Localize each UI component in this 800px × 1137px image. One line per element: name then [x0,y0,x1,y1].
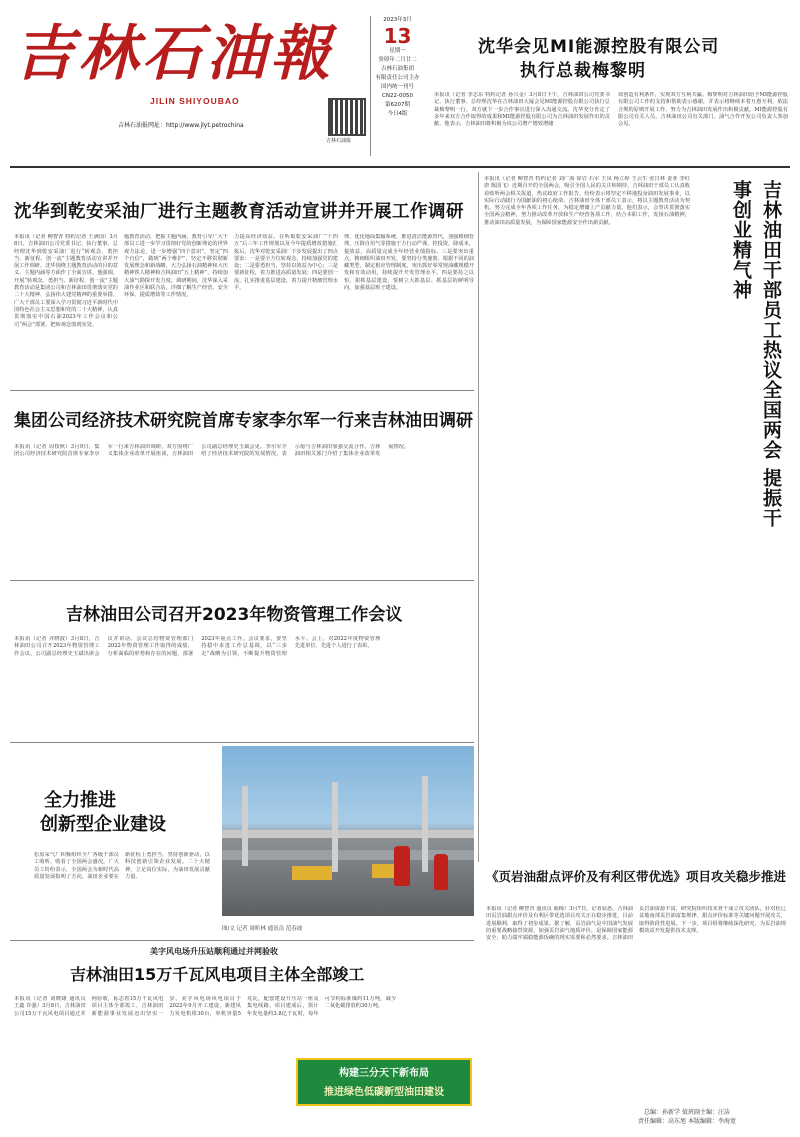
slogan-banner [296,1058,472,1106]
banner-line-2: 推进绿色低碳新型油田建设 [324,1087,444,1098]
page-count: 今日4版 [387,111,408,117]
distribution-label: 国内统一刊号 [380,84,414,90]
story5-headline: 《页岩油甜点评价及有利区带优选》项目攻关稳步推进 [486,869,787,884]
issue-number: 第6207期 [385,102,410,108]
divider [10,940,474,941]
story6-kicker: 美字风电场升压站顺利通过并网验收 [150,947,278,956]
story3-body: 本报讯（记者 齐晓波）3月8日，吉林油田公司召开2023年物资管理工作会议。公司副总经理史玉斌出席会议并讲话。会议总结物资管理部门2022年物资管理工作取得的成绩，分析面临的形势和存在的问题，部署2023年重点工作。会议要求，要坚持稳中求进工作总基调，以“三步走”战略为引领，不断提升物资管理水平。会上，对2022年度物资管理先进单位、先进个人进行了表彰。 [14,636,381,657]
story6-headline: 吉林油田15万千瓦风电项目主体全部竣工 [70,965,365,984]
story5-body: 本报讯（记者 柳智青 通讯员 曲梅）3月7日，记者获悉，吉林油田页岩油甜点评价及有利区带优选项目攻关正在稳步推进，目前进展顺利，取得了初步成果。据了解，页岩油气是中国油气发展的重要战略接替资源，加强页岩油气地质评价，是保障国家能源安全，助力端牢端稳能源饭碗的现实需要和必然要求。吉林油田页岩油资源丰富，研究院组织技术骨干成立攻关团队，针对松辽盆地南部页岩油富集规律、甜点评价标准等关键问题开展攻关，取得阶段性进展。下一步，项目组将继续深化研究，为页岩油规模效益开发提供技术支撑。 [486,906,786,942]
story4-headline-1: 全力推进 [44,790,116,811]
date-lunar: 癸卯年二月廿二 [378,57,417,63]
story4-body: 松原采气厂积极组织全厂各级干部员工收听、收看了全国两会盛况。广大员工纷纷表示，全国两会为新时代高质量发展指明了方向，油田企业要在新征程上勇担当，坚持创新驱动，以科技创新引领企业发展。二十大精神，立足岗位实际，为油田发展贡献力量。 [34,852,210,880]
divider [10,166,790,168]
masthead-title: 吉林石油報 [14,19,334,89]
publisher: 吉林石油集团 [380,66,414,72]
top-story-body-left: 本报讯（记者 李志东 特约记者 孙兴金）3月8日下午，吉林油田公司党委书记、执行董事、总经理沈华在吉林油田大厦会见MI能源控股有限公司执行总裁梅黎明一行，双方就下一步合作事宜进行深入沟通交流。沈华充分肯定了多年来双方合作取得的成果和MI能源控股有限公司为吉林油田发展作出的贡献，他表示，吉林油田将积极为该公司增产增效增储 [434,92,610,128]
top-headline-2: 执行总裁梅黎明 [520,61,646,81]
story1-body-b: 题教育活动，把握主题内涵，教育引导广大干部员工进一步学习贯彻好党的创新理论的世界观方法论，进一步增强“四个意识”，坚定“四个自信”，做到“两个维护”，坚定不移贯彻新发展理念和新战略，大力弘扬石油精神和大庆精神铁人精神和吉林油田“五上精神”，持续加大油气勘探开发力度。调研期间，沈华深入采油作业区和联合站，详细了解生产经营、安全环保、提质增效等工作情况。 [124,234,228,299]
footer-editors [592,1108,782,1126]
divider [10,390,474,391]
date-box [370,16,424,156]
masthead-pinyin: JILIN SHIYOUBAO [150,96,240,106]
story1-body-c: 力提高经济效益。在听取乾安采油厂“十四五”后三年工作规划以及今年提质增效措施汇报后，沈华对乾安采油厂下步发展提出了四点要求：一是要全方位转观念，持续加强党的建设；二是要勇担当，坚持以效益为中心；三是要新征程，着力推进高质量发展；四是要创一流，扎实推进基层建设，着力提升精细管理水平。 [234,234,338,292]
worker-figure [394,846,410,886]
publisher-2: 有限责任公司主办 [375,75,420,81]
story3-headline: 吉林油田公司召开2023年物资管理工作会议 [66,605,403,625]
divider [10,580,474,581]
divider [478,172,479,862]
pipeline-photo [222,746,474,916]
story6-body: 本报讯（记者 刘晓雄 通讯员 王鑫 许强）3月8日，吉林油田公司15万千瓦风电项目通过并网验收，标志着15万千瓦风电项目主体全部竣工，吉林油田新能源事业发展迈出坚实一步。美字风电场风电项目于2022年9月开工建设，新建风力发电机组30台，单机容量5兆瓦，配套建设升压站一座及集电线路。项目建成后，预计年发电量约3.8亿千瓦时，每年可节约标准煤约11万吨，减少二氧化碳排放约30万吨。 [14,996,397,1017]
date-year-month: 2023年3月 [383,17,412,23]
website-label: 吉林石油报网址：http://www.jlyt.petrochina [118,122,244,129]
top-headline-1: 沈华会见MI能源控股有限公司 [478,37,720,57]
footer-line-2: 责任编辑：高东旭 本版编辑：李海宽 [638,1118,736,1125]
date-day: 13 [383,24,412,48]
worker-figure [434,854,448,890]
qr-code [330,100,364,134]
side-story-body: 本报讯（记者 柳智青 特约记者 刘广海 徐岩 石军 王凤 杨立婷 王云生 张日林 姜亚 李红 唐 陈国飞）近期召开的全国两会，吸引全国人民的关注和期待。吉林油田干部员工认真收看收听两会相关报道，热议政府工作报告，纷纷表示将坚定不移地投身油田发展事业，以实际行动践行为国献油的初心使命。吉林油田全体干部员工表示，将以主题教育活动为契机，努力完成全年各项工作任务，为稳定增储上产贡献力量。他们表示，会坚决贯彻落实全国两会精神，努力推动改革开放和生产经营各项工作，结合本职工作，发扬石油精神，推动油田高质量发展，为保障国家能源安全作出新贡献。 [484,176,690,226]
footer-line-1: 总编：孙新学 值班副主编：汪洁 [644,1109,730,1116]
banner-line-1: 构建三分天下新布局 [339,1068,429,1079]
divider [10,742,474,743]
story2-headline: 集团公司经济技术研究院首席专家李尔军一行来吉林油田调研 [14,411,473,431]
story2-body: 本报讯（记者 周枝秋）3月9日，集团公司经济技术研究院首席专家李尔军一行来吉林油田调研，双方围绕广义集体企业改革开展座谈，吉林油田公司副总经理史玉斌会见。李尔军介绍了经济技术研究院的发展情况，表示愿与吉林油田加强交流合作。吉林油田相关部门介绍了集体企业改革发展情况。 [14,444,410,458]
story4-caption: 图/文 记者 周昕林 通讯员 范春波 [222,926,303,932]
top-story-body-right: 效创造有利条件，实现双方互利共赢。梅黎明对吉林油田给予MI能源控股有限公司工作的支持和帮助表示感谢，并表示将继续本着互惠互利、依法合规的原则开展工作，努力为吉林油田发展作出积极贡献。MI能源控股有限公司有关人员，吉林油田公司有关部门、油气合作开发公司负责人参加会见。 [618,92,788,128]
story1-body-a: 本报讯（记者 柳智青 特约记者 王满国）3月8日，吉林油田公司党委书记、执行董事、总经理沈华到乾安采油厂进行“转观念、勇担当、新征程、创一流”主题教育活动宣讲并开展工作调研。沈华围绕主题教育活动的目的意义、主题内涵等方面作了全面宣讲。他强调，开展“转观念、勇担当、新征程、创一流”主题教育活动是集团公司和吉林油田贯彻落实党的二十大精神、弘扬伟大建党精神的重要举措。广大干部员工要深入学习贯彻习近平新时代中国特色社会主义思想和党的二十大精神，认真贯彻落实中国石油2023年工作会议和公司“两会”部署，把转观念落到实处。 [14,234,118,328]
cn-number: CN22-0050 [382,93,413,99]
story4-headline-2: 创新型企业建设 [40,814,166,835]
side-story-headline: 吉林油田干部员工热议全国两会 提振干事创业精气神 [730,180,782,528]
story1-body-d: 理，优化地面集输系统，推进清洁能源替代，加强精细管理，压降自用气等措施于方行动严谨，控投资，降成本，提效益，高质量完成全年经营业绩指标。三是要突出重点，精细组织油田开发，要坚持分类施策，根据不同的油藏类型，制定相应管理制度，突出抓好零常规油藏规模开发和有效动用，持续提升开发管理水平。四是要持之以恒，狠抓基层建设，要树立大抓基层、抓基层的鲜明导向，加强基层班子建设。 [344,234,474,292]
story1-headline: 沈华到乾安采油厂进行主题教育活动宣讲并开展工作调研 [14,202,464,222]
qr-label: 吉林石油报 [326,138,352,144]
date-weekday: 星期一 [389,48,406,54]
